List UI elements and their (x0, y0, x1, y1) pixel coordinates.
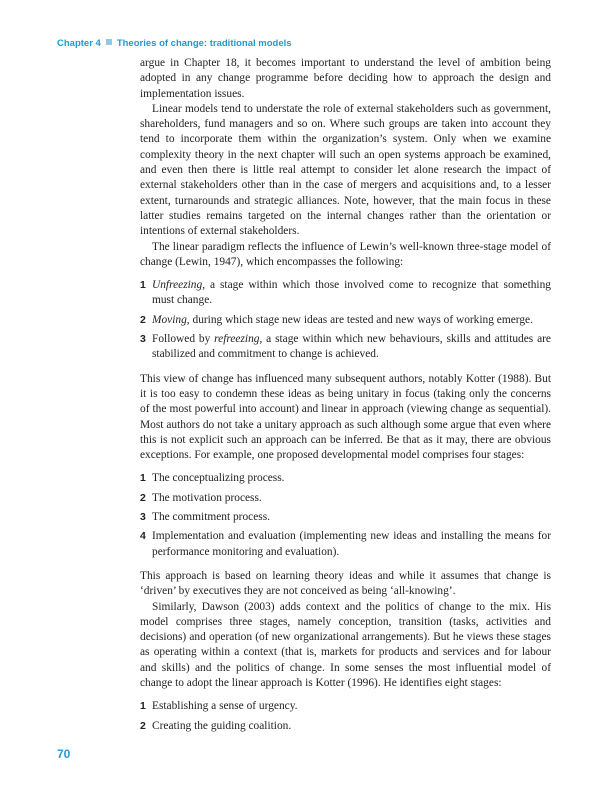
paragraph: argue in Chapter 18, it becomes important to understand the level of ambition being adopted in any change programme before deciding how to approach the design and implementation issues. (140, 57, 551, 100)
paragraph: The linear paradigm reflects the influence of Lewin’s well-known three-stage model of change (Lewin, 1947), which encompasses the following: (140, 240, 551, 268)
list-number: 2 (140, 719, 146, 732)
list-number: 1 (140, 472, 146, 485)
list-number: 2 (140, 491, 146, 504)
list-item: 4 Implementation and evaluation (implementing new ideas and installing the means for performance monitoring and evaluation). (140, 530, 551, 558)
term: Moving (152, 313, 187, 326)
running-header (57, 38, 292, 49)
kotter-stages-list (140, 699, 551, 734)
chapter-title: Theories of change: traditional models (116, 38, 292, 49)
list-number: 1 (140, 700, 146, 713)
lewin-stages-list (140, 278, 551, 362)
list-number: 3 (140, 511, 146, 524)
list-item: 2 Moving, during which stage new ideas are tested and new ways of working emerge. (140, 313, 551, 328)
list-number: 4 (140, 530, 146, 543)
paragraph: Similarly, Dawson (2003) adds context and the politics of change to the mix. His model comprises three stages, namely conception, transition (tasks, activities and decisions) and operation (of new organizational arrangements). But he views these stages as operating within a context (that is, markets for products and services and for labour and skills) and the politics of change. In some senses the most influential model of change to adopt the linear approach is Kotter (1996). He identifies eight stages: (140, 600, 551, 689)
paragraph: This view of change has influenced many subsequent authors, notably Kotter (1988). But it is too easy to condemn these ideas as being unitary in focus (taking only the concerns of the most powerful into account) and linear in approach (viewing change as sequential). Most authors do not take a unitary approach as such although some argue that even where this is not explicit such an approach can be inferred. Be that as it may, there are obvious exceptions. For example, one proposed developmental model comprises four stages: (140, 372, 551, 462)
chapter-label: Chapter 4 (57, 38, 101, 49)
term: Unfreezing (152, 279, 203, 292)
page-body (140, 56, 551, 743)
list-item: 2 The motivation process. (140, 491, 551, 506)
list-item: 2 Creating the guiding coalition. (140, 719, 551, 734)
list-item: 1 Unfreezing, a stage within which those involved come to recognize that something must change. (140, 279, 551, 307)
square-bullet-icon (106, 39, 112, 45)
list-item: 1 The conceptualizing process. (140, 471, 551, 486)
developmental-stages-list (140, 471, 551, 559)
list-number: 1 (140, 279, 146, 292)
list-number: 2 (140, 313, 146, 326)
term: refreezing (214, 333, 260, 346)
paragraph: This approach is based on learning theory ideas and while it assumes that change is ‘driven’ by executives they are not conceived as being ‘all-knowing’. (140, 569, 551, 598)
paragraph: Linear models tend to understate the role of external stakeholders such as government, shareholders, fund managers and so on. Where such groups are taken into account they tend to incorporate them within the organization’s system. Only when we examine complexity theory in the next chapter will such an open systems approach be examined, and even then there is little real attempt to consider let alone research the impact of external stakeholders other than in the case of mergers and acquisitions and, to a lesser extent, turnarounds and strategic alliances. Note, however, that the main focus in these latter studies remains targeted on the internal changes rather than the orientation or intentions of external stakeholders. (140, 102, 551, 238)
list-item: 3 Followed by refreezing, a stage within which new behaviours, skills and attitudes are stabilized and commitment to change is achieved. (140, 333, 551, 361)
list-item: 3 The commitment process. (140, 510, 551, 525)
list-item: 1 Establishing a sense of urgency. (140, 699, 551, 714)
list-number: 3 (140, 333, 146, 346)
page-number: 70 (57, 747, 71, 761)
